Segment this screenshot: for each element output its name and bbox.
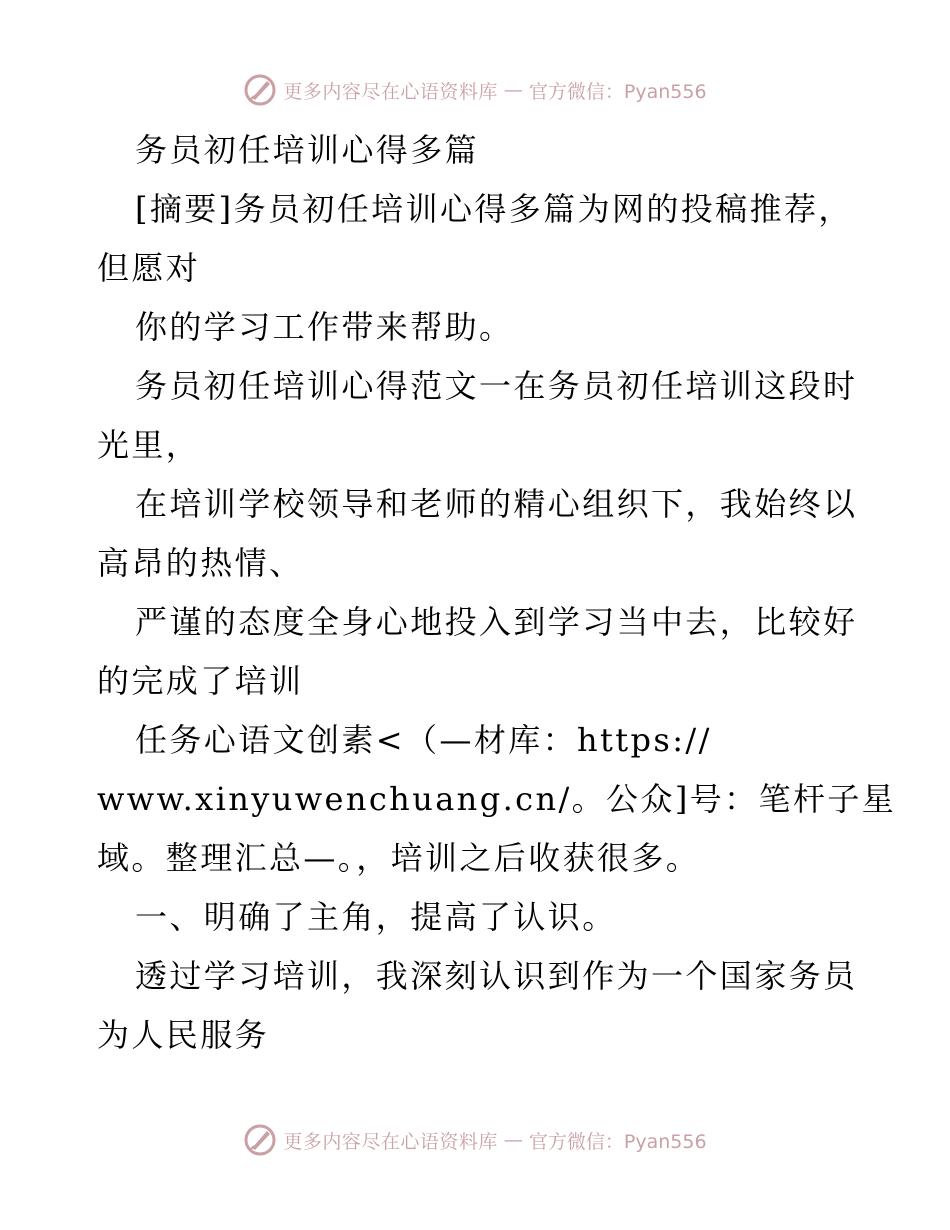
quill-pen-circle-icon (243, 73, 277, 107)
paragraph-line: 的完成了培训 (97, 662, 304, 700)
source-url-line: www.xinyuwenchuang.cn/。公众]号：笔杆子星 (97, 780, 897, 818)
footer-banner-wechat: 官方微信：Pyan556 (528, 1130, 707, 1153)
paragraph-line: 光里， (97, 426, 201, 464)
footer-banner-text: 更多内容尽在心语资料库 (283, 1130, 498, 1153)
header-banner-separator: — (503, 79, 523, 101)
paragraph-line: 在培训学校领导和老师的精心组织下，我始终以 (135, 485, 858, 523)
paragraph-line: 严谨的态度全身心地投入到学习当中去，比较好 (135, 603, 858, 641)
footer-banner-separator: — (503, 1129, 523, 1151)
section-heading: 一、明确了主角，提高了认识。 (135, 898, 617, 936)
header-banner-text: 更多内容尽在心语资料库 (283, 80, 498, 103)
quill-pen-circle-icon (243, 1123, 277, 1157)
source-line: 任务心语文创素<（—材库：https:// (135, 721, 712, 759)
footer-banner (0, 1120, 950, 1160)
abstract-line: 但愿对 (97, 249, 201, 287)
document-title: 务员初任培训心得多篇 (135, 131, 480, 169)
paragraph-line: 透过学习培训，我深刻认识到作为一个国家务员 (135, 957, 858, 995)
document-body (97, 121, 897, 1065)
paragraph-line: 域。整理汇总—。，培训之后收获很多。 (97, 839, 701, 877)
paragraph-line: 你的学习工作带来帮助。 (135, 308, 514, 346)
header-banner-wechat: 官方微信：Pyan556 (528, 80, 707, 103)
paragraph-line: 务员初任培训心得范文一在务员初任培训这段时 (135, 367, 858, 405)
abstract-line: [摘要]务员初任培训心得多篇为网的投稿推荐， (135, 190, 853, 228)
header-banner (0, 70, 950, 110)
paragraph-line: 为人民服务 (97, 1016, 270, 1054)
paragraph-line: 高昂的热情、 (97, 544, 304, 582)
